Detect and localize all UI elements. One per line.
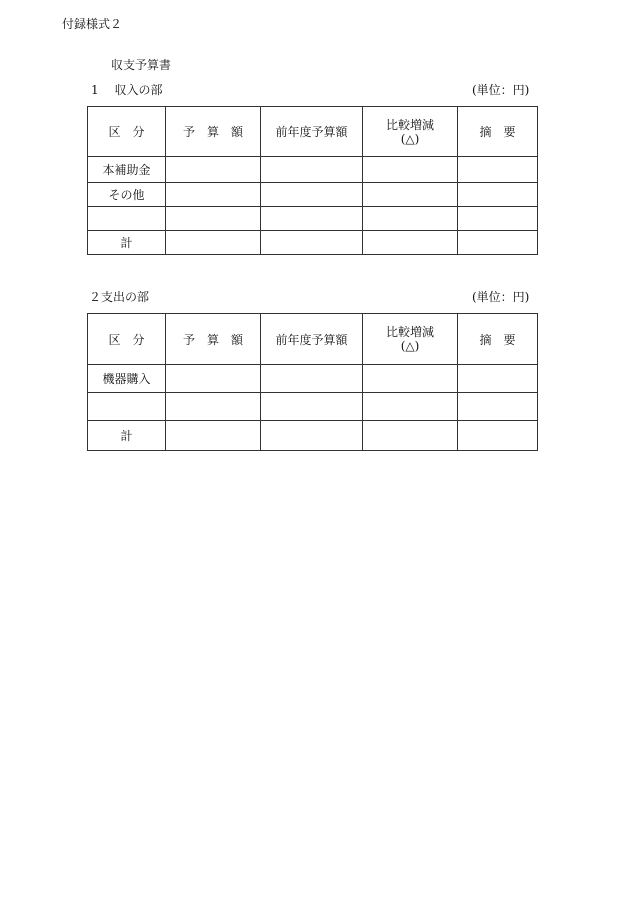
expense-table xyxy=(87,313,538,451)
remarks-cell[interactable] xyxy=(458,183,538,207)
remarks-cell[interactable] xyxy=(458,207,538,231)
row-label xyxy=(88,393,166,421)
prev-budget-cell[interactable] xyxy=(261,421,363,451)
document-title: 収支予算書 xyxy=(111,58,172,72)
prev-budget-cell[interactable] xyxy=(261,365,363,393)
header-prev-budget: 前年度予算額 xyxy=(261,314,363,365)
compare-cell[interactable] xyxy=(363,421,458,451)
prev-budget-cell[interactable] xyxy=(261,393,363,421)
header-category: 区 分 xyxy=(88,314,166,365)
remarks-cell[interactable] xyxy=(458,231,538,255)
remarks-cell[interactable] xyxy=(458,157,538,183)
row-label: 計 xyxy=(88,421,166,451)
remarks-cell[interactable] xyxy=(458,421,538,451)
table-row xyxy=(88,365,538,393)
compare-cell[interactable] xyxy=(363,183,458,207)
budget-cell[interactable] xyxy=(166,207,261,231)
row-label: 計 xyxy=(88,231,166,255)
compare-cell[interactable] xyxy=(363,231,458,255)
form-label: 付録様式２ xyxy=(62,17,123,31)
row-label: その他 xyxy=(88,183,166,207)
table-row xyxy=(88,183,538,207)
compare-cell[interactable] xyxy=(363,393,458,421)
row-label xyxy=(88,207,166,231)
header-prev-budget: 前年度予算額 xyxy=(261,107,363,157)
income-table xyxy=(87,106,538,255)
budget-cell[interactable] xyxy=(166,393,261,421)
header-compare-line1: 比較増減 xyxy=(385,325,434,339)
income-header-row xyxy=(88,107,538,157)
budget-cell[interactable] xyxy=(166,231,261,255)
budget-cell[interactable] xyxy=(166,365,261,393)
header-remarks: 摘 要 xyxy=(458,314,538,365)
expense-section-heading: ２支出の部 xyxy=(89,290,150,304)
prev-budget-cell[interactable] xyxy=(261,183,363,207)
remarks-cell[interactable] xyxy=(458,393,538,421)
expense-header-row xyxy=(88,314,538,365)
total-row xyxy=(88,231,538,255)
budget-cell[interactable] xyxy=(166,157,261,183)
header-category: 区 分 xyxy=(88,107,166,157)
header-compare-line2: (△) xyxy=(400,131,420,146)
header-compare xyxy=(363,314,458,365)
expense-unit-label: (単位：円) xyxy=(472,290,530,304)
table-row xyxy=(88,393,538,421)
row-label: 機器購入 xyxy=(88,365,166,393)
remarks-cell[interactable] xyxy=(458,365,538,393)
prev-budget-cell[interactable] xyxy=(261,207,363,231)
income-section-heading: 1 収入の部 xyxy=(91,83,163,97)
header-budget: 予 算 額 xyxy=(166,314,261,365)
table-row xyxy=(88,157,538,183)
table-row xyxy=(88,207,538,231)
budget-cell[interactable] xyxy=(166,421,261,451)
compare-cell[interactable] xyxy=(363,157,458,183)
income-unit-label: (単位：円) xyxy=(472,83,530,97)
header-remarks: 摘 要 xyxy=(458,107,538,157)
total-row xyxy=(88,421,538,451)
header-budget: 予 算 額 xyxy=(166,107,261,157)
header-compare-line1: 比較増減 xyxy=(385,117,434,132)
compare-cell[interactable] xyxy=(363,207,458,231)
header-compare-line2: (△) xyxy=(400,339,420,353)
prev-budget-cell[interactable] xyxy=(261,231,363,255)
compare-cell[interactable] xyxy=(363,365,458,393)
prev-budget-cell[interactable] xyxy=(261,157,363,183)
row-label: 本補助金 xyxy=(88,157,166,183)
budget-cell[interactable] xyxy=(166,183,261,207)
header-compare xyxy=(363,107,458,157)
